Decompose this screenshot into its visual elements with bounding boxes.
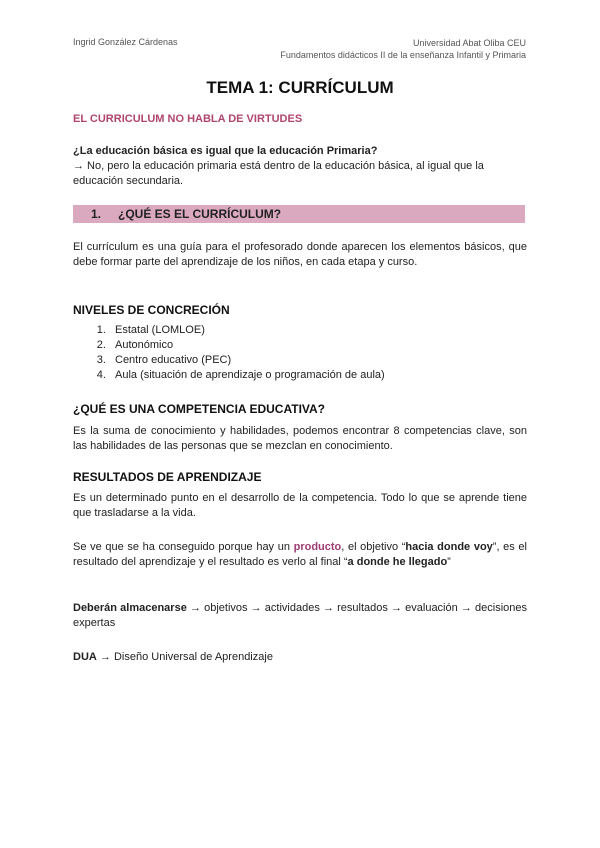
niveles-heading: NIVELES DE CONCRECIÓN: [73, 303, 230, 317]
curriculum-paragraph: El currículum es una guía para el profesorado donde aparecen los elementos básicos, que debe formar parte del aprendizaje de los niños, en cada etapa y curso.: [73, 241, 527, 268]
p2-text-a: Se ve que se ha conseguido porque hay un: [73, 541, 294, 553]
a-donde-he-llegado: a donde he llegado: [347, 556, 448, 568]
resultados-paragraph-2: [73, 540, 527, 570]
section-heading-bar: [73, 205, 525, 223]
p2-text-c: ”, es el resultado del aprendizaje y el resultado es verlo al final “: [73, 541, 527, 568]
page-title: TEMA 1: CURRÍCULUM: [206, 78, 394, 97]
list-item: 1. Estatal (LOMLOE): [109, 323, 385, 338]
header-university: Universidad Abat Oliba CEU: [412, 38, 526, 48]
section-heading: ¿QUÉ ES EL CURRÍCULUM?: [118, 207, 282, 221]
almacenarse-line: [73, 601, 527, 631]
p2-text-d: ”: [447, 556, 451, 568]
page-subtitle: EL CURRICULUM NO HABLA DE VIRTUDES: [73, 113, 303, 125]
header-right: [280, 37, 526, 61]
resultados-heading: RESULTADOS DE APRENDIZAJE: [73, 470, 262, 484]
section-number: 1.: [91, 207, 102, 221]
header-author: Ingrid González Cárdenas: [73, 37, 178, 47]
header-course: Fundamentos didácticos II de la enseñanza Infantil y Primaria: [280, 50, 526, 60]
question-block: [73, 144, 527, 189]
question-text: ¿La educación básica es igual que la educación Primaria?: [73, 145, 378, 157]
p2-text-b: , el objetivo “: [341, 541, 406, 553]
niveles-list: [73, 323, 385, 383]
list-item: 4. Aula (situación de aprendizaje o programación de aula): [109, 368, 385, 383]
answer-text: → No, pero la educación primaria está dentro de la educación básica, al igual que la educación secundaria.: [73, 160, 484, 187]
almacenarse-chain: → objetivos → actividades → resultados → evaluación → decisiones expertas: [73, 602, 527, 629]
dua-definition: → Diseño Universal de Aprendizaje: [96, 651, 273, 663]
list-item: 2. Autonómico: [109, 338, 385, 353]
resultados-paragraph-1: Es un determinado punto en el desarrollo de la competencia. Todo lo que se aprende tiene que trasladarse a la vida.: [73, 492, 527, 519]
competencia-paragraph: Es la suma de conocimiento y habilidades, podemos encontrar 8 competencias clave, son las habilidades de las personas que se mezclan en conocimiento.: [73, 425, 527, 452]
competencia-heading: ¿QUÉ ES UNA COMPETENCIA EDUCATIVA?: [73, 402, 326, 416]
dua-line: [73, 650, 527, 665]
hacia-donde-voy: hacia donde voy: [405, 541, 493, 553]
almacenarse-label: Deberán almacenarse: [73, 602, 187, 614]
dua-label: DUA: [73, 651, 97, 663]
producto-highlight: producto: [293, 541, 342, 553]
list-item: 3. Centro educativo (PEC): [109, 353, 385, 368]
